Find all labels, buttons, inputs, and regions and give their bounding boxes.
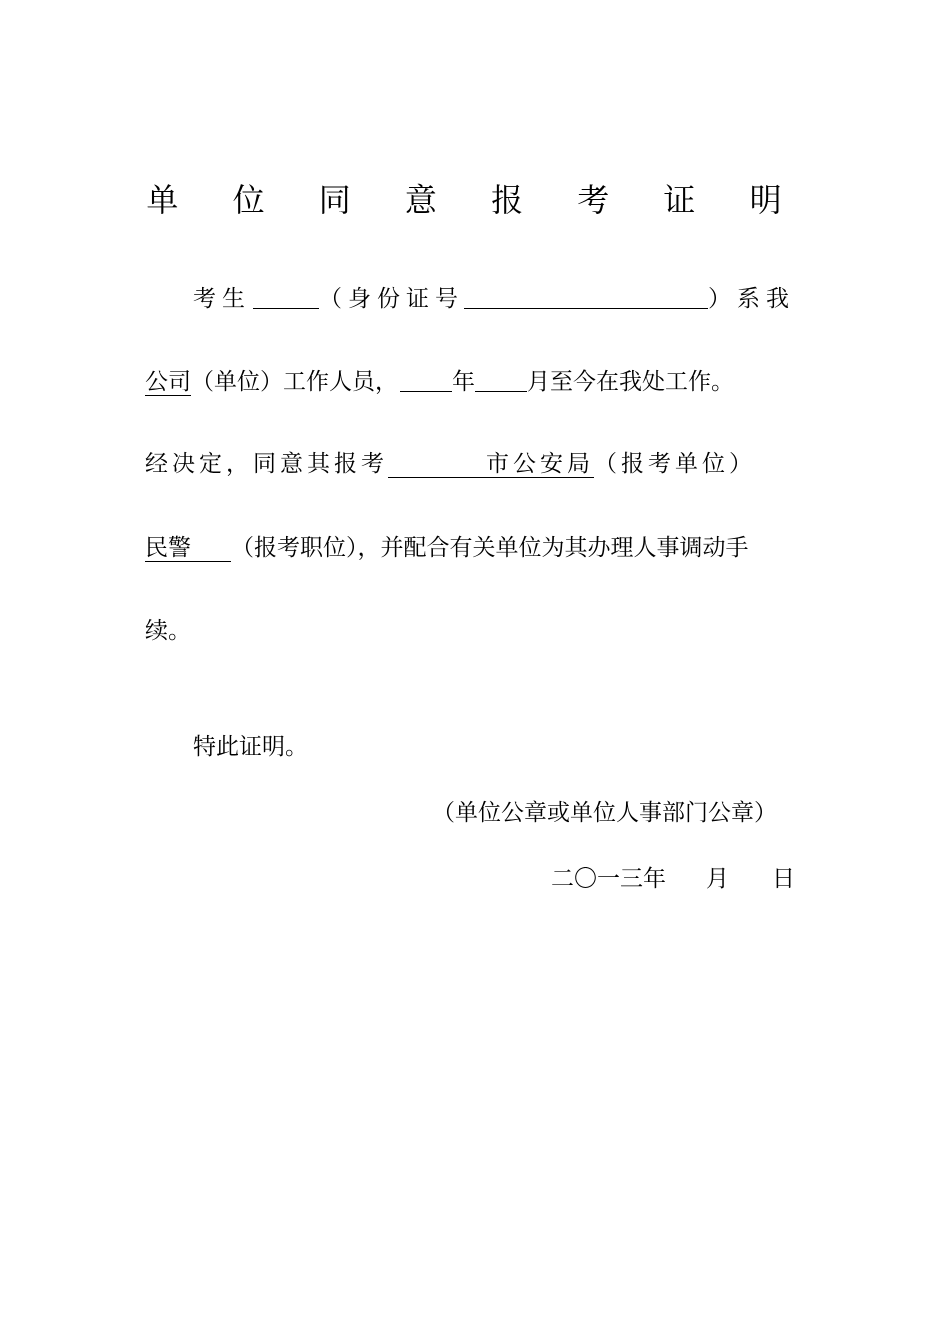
decision-text: 经决定，同意其报考: [145, 451, 388, 477]
seal-note: （单位公章或单位人事部门公章）: [432, 800, 777, 826]
body-line-2: [145, 365, 734, 399]
examinee-name-blank[interactable]: [253, 286, 319, 309]
company-field[interactable]: 公司: [145, 369, 191, 395]
exam-position-value: 民警: [145, 535, 191, 561]
examinee-label: 考生: [193, 286, 251, 312]
id-number-label: （身份证号: [319, 286, 464, 312]
body-line-4: [145, 531, 749, 565]
position-text: （报考职位），并配合有关单位为其办理人事调动手: [231, 535, 749, 561]
closing-text: 特此证明。: [193, 734, 308, 760]
exam-position-field[interactable]: [145, 535, 231, 562]
belongs-to-label: ）系我: [708, 286, 795, 312]
exam-unit-field[interactable]: [388, 451, 594, 478]
year-blank[interactable]: [400, 369, 452, 392]
exam-unit-label: （报考单位）: [594, 451, 756, 477]
body-line-3: [145, 447, 756, 481]
date-day: 日: [772, 866, 795, 892]
exam-unit-value: 市公安局: [486, 451, 594, 477]
body-line-5: 续。: [145, 618, 191, 644]
month-blank[interactable]: [475, 369, 527, 392]
body-line-1: [193, 282, 795, 316]
id-number-blank[interactable]: [464, 286, 708, 309]
date-month: 月: [706, 866, 729, 892]
work-since-text: 月至今在我处工作。: [527, 369, 734, 395]
date-year: 二〇一三年: [551, 866, 666, 892]
document-title: 单 位 同 意 报 考 证 明: [146, 181, 804, 219]
date-line: [551, 862, 795, 896]
year-label: 年: [452, 369, 475, 395]
employee-text: （单位）工作人员，: [191, 369, 398, 395]
